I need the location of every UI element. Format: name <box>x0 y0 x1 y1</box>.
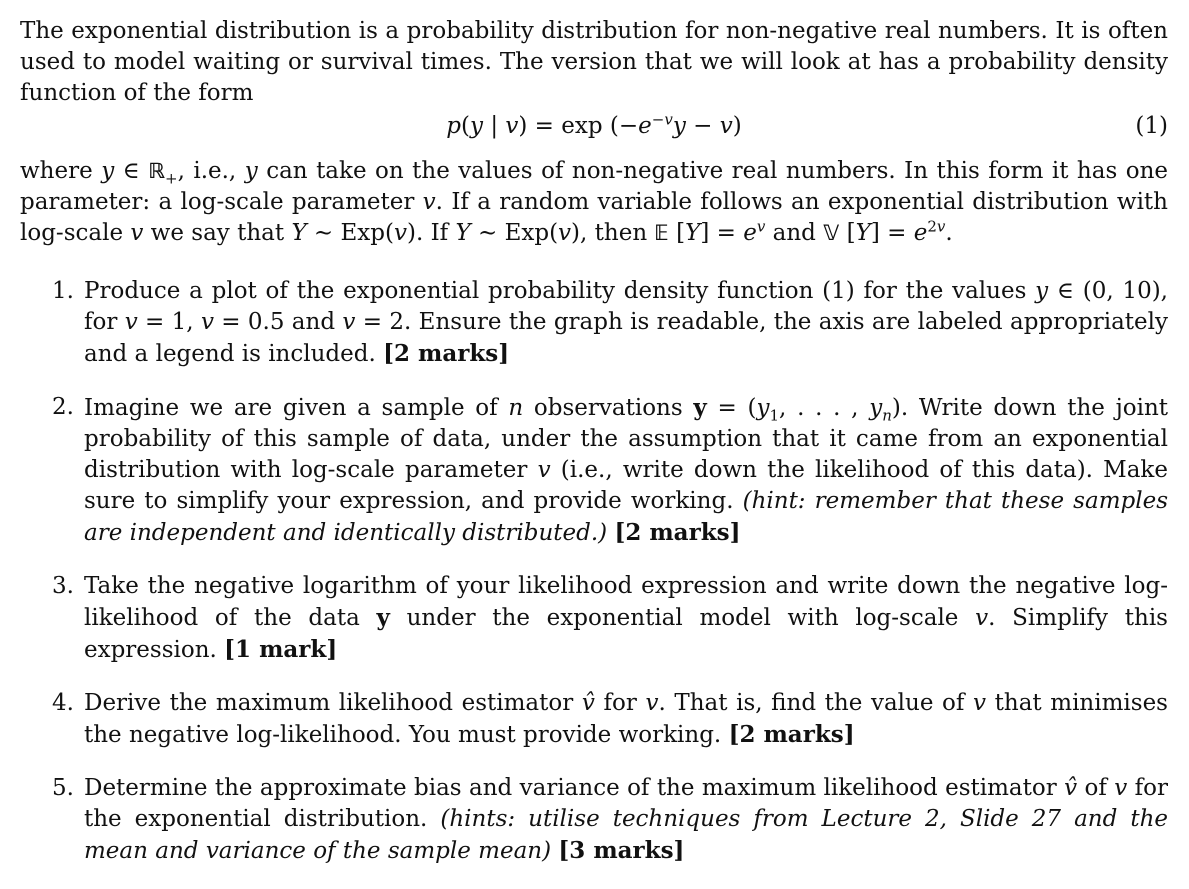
definition-text: we say that <box>143 220 292 246</box>
list-item: 3. Take the negative logarithm of your likelihood expression and write down the negative log-likelihood of the data y under the exponential model with log-scale v. Simplify this expression. [1 mark] <box>52 573 1168 663</box>
item-number: 2. <box>52 394 74 420</box>
definition-text: where <box>20 158 102 184</box>
marks-label: [2 marks] <box>383 340 510 367</box>
marks-label: [2 marks] <box>614 519 741 546</box>
hint-text: (hints: utilise techniques from Lecture 2, Slide 27 and the mean and variance of the sample mean) <box>84 806 1169 864</box>
pdf-formula: p(y | $v) = \exp (-e^{-v}y - v)$ <box>446 110 742 139</box>
marks-label: [2 marks] <box>728 721 855 748</box>
hint-text: (hint: remember that these samples are independent and identically distributed.) <box>84 488 1168 546</box>
definition-text: . If <box>415 220 456 246</box>
pdf-equation <box>20 111 1168 142</box>
intro-paragraph <box>20 16 1168 109</box>
list-item: 2. Imagine we are given a sample of n observations $y = (y_1$, . . . , $y_n$). Write down the joint probability of this sample of data, under the assumption that it came from an exponential distribution with log-scale parameter v (i.e., write down the likelihood of this data). Make sure to simplify your expression, and provide working. (hint: remember that these samples are independent and identically distributed.) [2 marks] <box>52 394 1168 546</box>
definition-text: can take on the values of non-negative real numbers. In this form it has one parameter: a log-scale parameter <box>20 158 1168 215</box>
list-item: 4. Derive the maximum likelihood estimator v̂ for v. That is, find the value of v that minimises the negative log-likelihood. You must provide working. [2 marks] <box>52 690 1168 748</box>
marks-label: [1 mark] <box>224 636 338 663</box>
list-item: 1. Produce a plot of the exponential probability density function (1) for the values y ∈ (0, 10), for v = 1, v = 0.5 and v = 2. Ensure the graph is readable, the axis are labeled appropriately and a legend is included. [2 marks] <box>52 278 1168 367</box>
definition-text: . If a random variable follows an exponential distribution with log-scale <box>20 189 1168 246</box>
definition-text: and <box>765 220 824 246</box>
question-list <box>20 276 1168 889</box>
definition-text: , i.e., <box>177 158 245 184</box>
definition-text: , then <box>580 220 655 246</box>
item-number: 5. <box>52 775 74 801</box>
list-item: 5. Determine the approximate bias and variance of the maximum likelihood estimator v̂ of v for the exponential distribution. (hints: utilise techniques from Lecture 2, Slide 27 and the mean and variance of the sample mean) [3 marks] <box>52 775 1169 864</box>
definition-paragraph: where y ∈ ℝ$_+$, i.e., y can take on the values of non-negative real numbers. In this form it has one parameter: a log-scale parameter v. If a random variable follows an exponential distribution with log-scale v we say that Y ∼ Exp(v). If Y ∼ Exp(v), then 𝔼 $[Y] = e^v$ and 𝕍 $[Y] = e^{2v}$. <box>20 158 1168 246</box>
intro-text: The exponential distribution is a probability distribution for non-negative real numbers. It is often used to model waiting or survival times. The version that we will look at has a probability density function of the form <box>20 18 1168 106</box>
definition-text: . <box>945 220 953 246</box>
marks-label: [3 marks] <box>558 837 685 864</box>
equation-number: (1) <box>1135 113 1168 139</box>
item-number: 3. <box>52 573 74 599</box>
item-number: 4. <box>52 690 74 716</box>
item-number: 1. <box>52 278 74 304</box>
